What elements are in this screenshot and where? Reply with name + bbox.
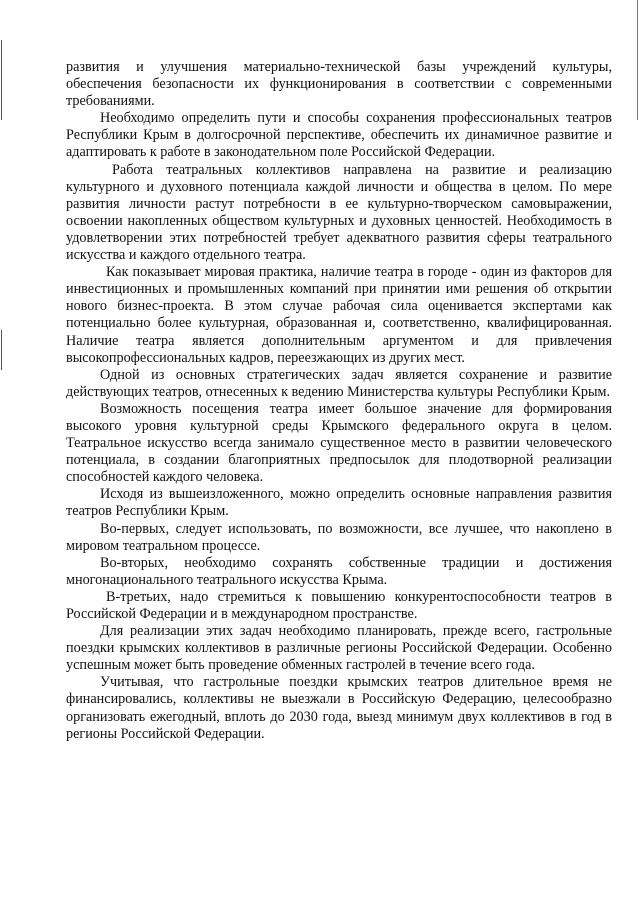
scan-edge-left-top — [1, 40, 2, 120]
scan-edge-right — [637, 0, 638, 120]
paragraph-4: Как показывает мировая практика, наличие театра в городе - один из факторов для инвестиционных и промышленных компаний при принятии ими решения об открытии нового бизнес-проекта. В этом случае рабочая сила оценивается экспертами как потенциально более культурная, образованная и, соответственно, квалифицированная. Наличие театра является дополнительным аргументом и для привлечения высокопрофессиональных кадров, переезжающих из других мест. — [66, 264, 612, 366]
paragraph-11: Для реализации этих задач необходимо планировать, прежде всего, гастрольные поездки крымских коллективов в различные регионы Российской Федерации. Особенно успешным может быть проведение обменных гастролей в течение всего года. — [66, 623, 612, 674]
paragraph-1: развития и улучшения материально-технической базы учреждений культуры, обеспечения безопасности их функционирования в соответствии с современными требованиями. — [66, 59, 612, 110]
paragraph-12: Учитывая, что гастрольные поездки крымских театров длительное время не финансировались, коллективы не выезжали в Российскую Федерацию, целесообразно организовать ежегодный, вплоть до 2030 года, выезд минимум двух коллективов в год в регионы Российской Федерации. — [66, 674, 612, 742]
paragraph-8: Во-первых, следует использовать, по возможности, все лучшее, что накоплено в мировом театральном процессе. — [66, 520, 612, 554]
paragraph-3: Работа театральных коллективов направлена на развитие и реализацию культурного и духовного потенциала каждой личности и общества в целом. По мере развития личности растут потребности в ее культурно-творческом самовыражении, освоении накопленных обществом культурных и духовных ценностей. Необходимость в удовлетворении этих потребностей требует адекватного развития сферы театрального искусства и каждого отдельного театра. — [66, 161, 612, 264]
paragraph-5: Одной из основных стратегических задач является сохранение и развитие действующих театров, отнесенных к ведению Министерства культуры Республики Крым. — [66, 366, 612, 400]
paragraph-9: Во-вторых, необходимо сохранять собственные традиции и достижения многонационального театрального искусства Крыма. — [66, 554, 612, 588]
paragraph-10: В-третьих, надо стремиться к повышению конкурентоспособности театров в Российской Федерации и в международном пространстве. — [66, 588, 612, 622]
paragraph-2: Необходимо определить пути и способы сохранения профессиональных театров Республики Крым в долгосрочной перспективе, обеспечить их динамичное развитие и адаптировать к работе в законодательном поле Российской Федерации. — [66, 110, 612, 161]
paragraph-6: Возможность посещения театра имеет большое значение для формирования высокого уровня культурной среды Крымского федерального округа в целом. Театральное искусство всегда занимало существенное место в развитии человеческого потенциала, в создании благоприятных предпосылок для плодотворной реализации способностей каждого человека. — [66, 400, 612, 486]
scan-edge-left-middle — [1, 330, 2, 370]
document-body — [66, 59, 612, 743]
paragraph-7: Исходя из вышеизложенного, можно определить основные направления развития театров Республики Крым. — [66, 486, 612, 520]
